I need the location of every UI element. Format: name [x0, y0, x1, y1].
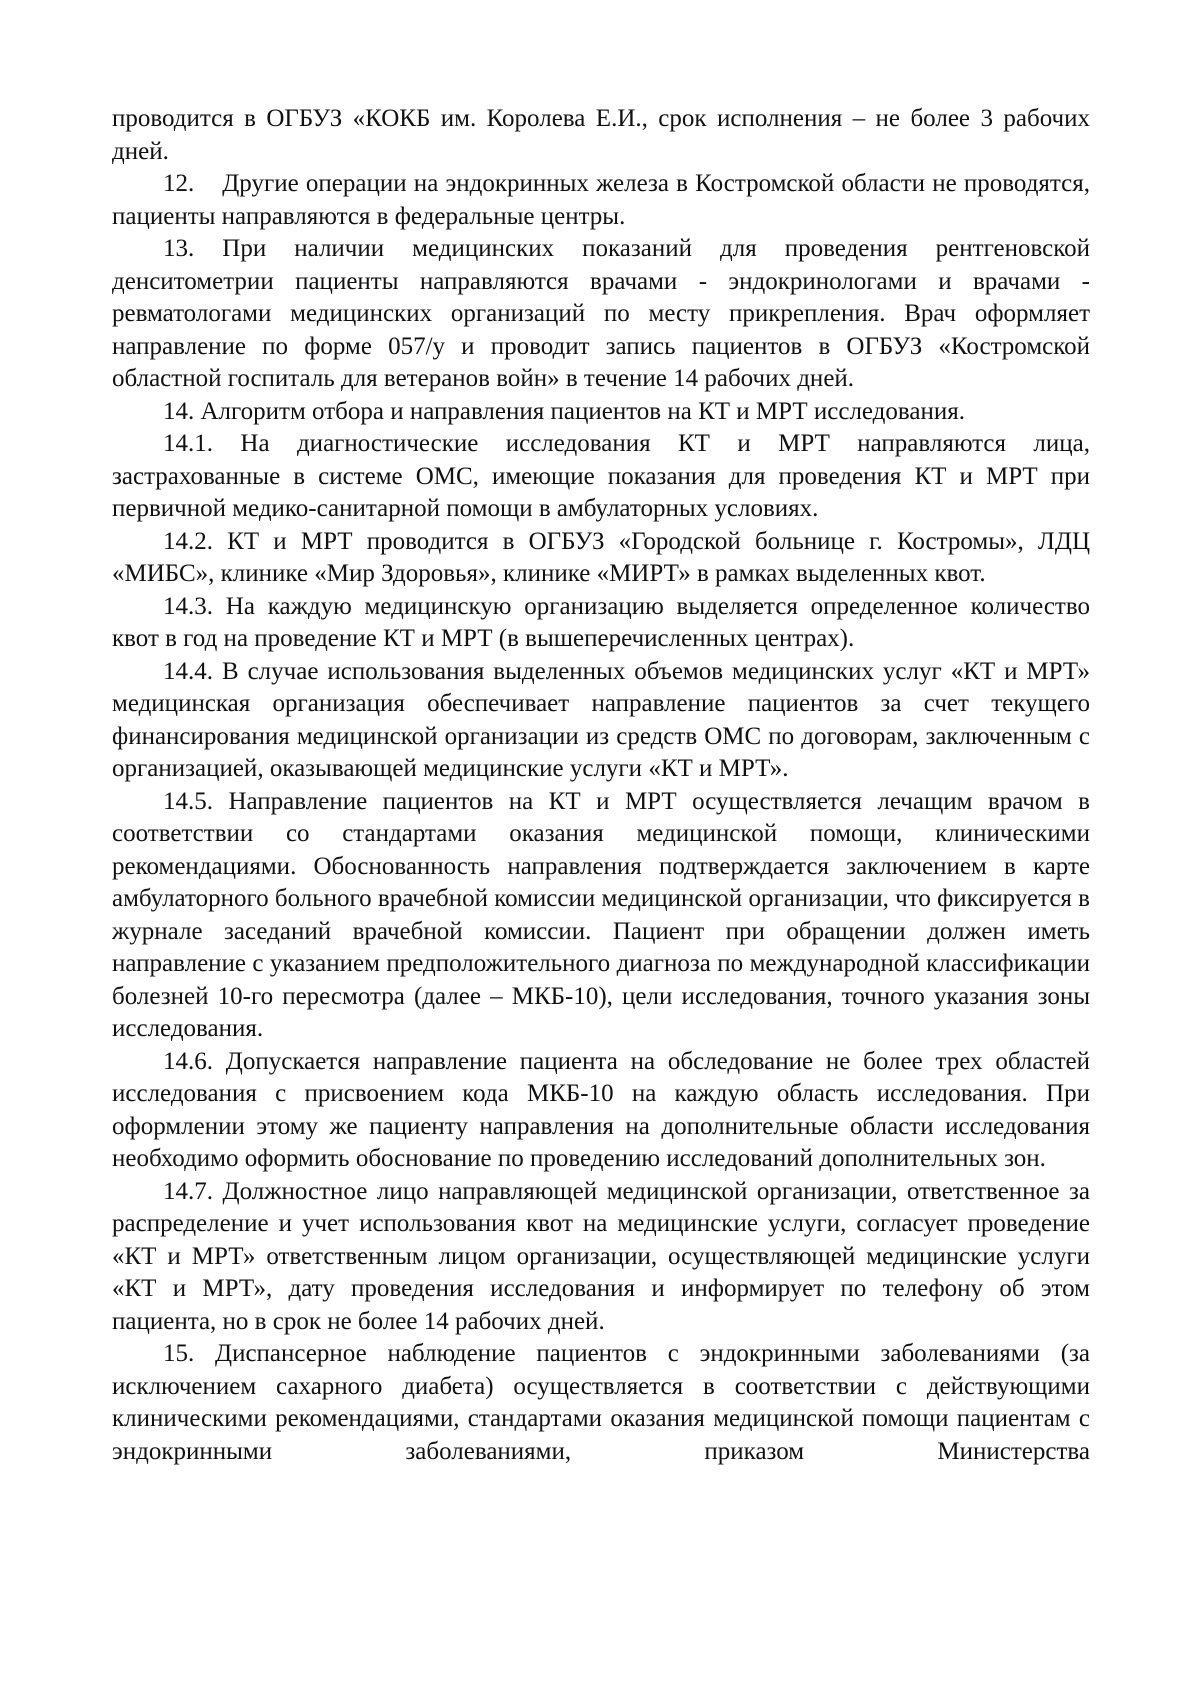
paragraph-14-5: 14.5. Направление пациентов на КТ и МРТ осуществляется лечащим врачом в соответствии со стандартами оказания медицинской помощи, клиническими рекомендациями. Обоснованность направления подтверждается заключением в карте амбулаторного больного врачебной комиссии медицинской организации, что фиксируется в журнале заседаний врачебной комиссии. Пациент при обращении должен иметь направление с указанием предположительного диагноза по международной классификации болезней 10-го пересмотра (далее – МКБ-10), цели исследования, точного указания зоны исследования.: [112, 787, 1090, 1042]
paragraph-14-3: 14.3. На каждую медицинскую организацию выделяется определенное количество квот в год на проведение КТ и МРТ (в вышеперечисленных центрах).: [112, 592, 1090, 652]
paragraph-14-1: 14.1. На диагностические исследования КТ и МРТ направляются лица, застрахованные в системе ОМС, имеющие показания для проведения КТ и МРТ при первичной медико-санитарной помощи в амбулаторных условиях.: [112, 430, 1090, 522]
paragraph-13: 13. При наличии медицинских показаний для проведения рентгеновской денситометрии пациенты направляются врачами - эндокринологами и врачами - ревматологами медицинских организаций по месту прикрепления. Врач оформляет направление по форме 057/у и проводит запись пациентов в ОГБУЗ «Костромской областной госпиталь для ветеранов войн» в течение 14 рабочих дней.: [112, 235, 1090, 392]
paragraph-14-2: 14.2. КТ и МРТ проводится в ОГБУЗ «Городской больнице г. Костромы», ЛДЦ «МИБС», клинике «Мир Здоровья», клинике «МИРТ» в рамках выделенных квот.: [112, 527, 1090, 587]
paragraph-continuation: проводится в ОГБУЗ «КОКБ им. Королева Е.И., срок исполнения – не более 3 рабочих дней.: [112, 105, 1090, 165]
paragraph-14: 14. Алгоритм отбора и направления пациентов на КТ и МРТ исследования.: [163, 397, 965, 425]
paragraph-12: [112, 168, 1090, 233]
paragraph-14-4: 14.4. В случае использования выделенных объемов медицинских услуг «КТ и МРТ» медицинская организация обеспечивает направление пациентов за счет текущего финансирования медицинской организации из средств ОМС по договорам, заключенным с организацией, оказывающей медицинские услуги «КТ и МРТ».: [112, 657, 1090, 782]
document-body: [112, 103, 1090, 1468]
paragraph-14-7: 14.7. Должностное лицо направляющей медицинской организации, ответственное за распределение и учет использования квот на медицинские услуги, согласует проведение «КТ и МРТ» ответственным лицом организации, осуществляющей медицинские услуги «КТ и МРТ», дату проведения исследования и информирует по телефону об этом пациента, но в срок не более 14 рабочих дней.: [112, 1177, 1090, 1335]
paragraph-text: Другие операции на эндокринных железа в Костромской области не проводятся, пациенты направляются в федеральные центры.: [112, 170, 1090, 230]
paragraph-number: 12.: [163, 170, 195, 197]
paragraph-14-6: 14.6. Допускается направление пациента на обследование не более трех областей исследования с присвоением кода МКБ-10 на каждую область исследования. При оформлении этому же пациенту направления на дополнительные области исследования необходимо оформить обоснование по проведению исследований дополнительных зон.: [112, 1047, 1090, 1172]
paragraph-15: 15. Диспансерное наблюдение пациентов с эндокринными заболеваниями (за исключением сахарного диабета) осуществляется в соответствии с действующими клиническими рекомендациями, стандартами оказания медицинской помощи пациентам с эндокринными заболеваниями, приказом Министерства: [112, 1340, 1090, 1465]
